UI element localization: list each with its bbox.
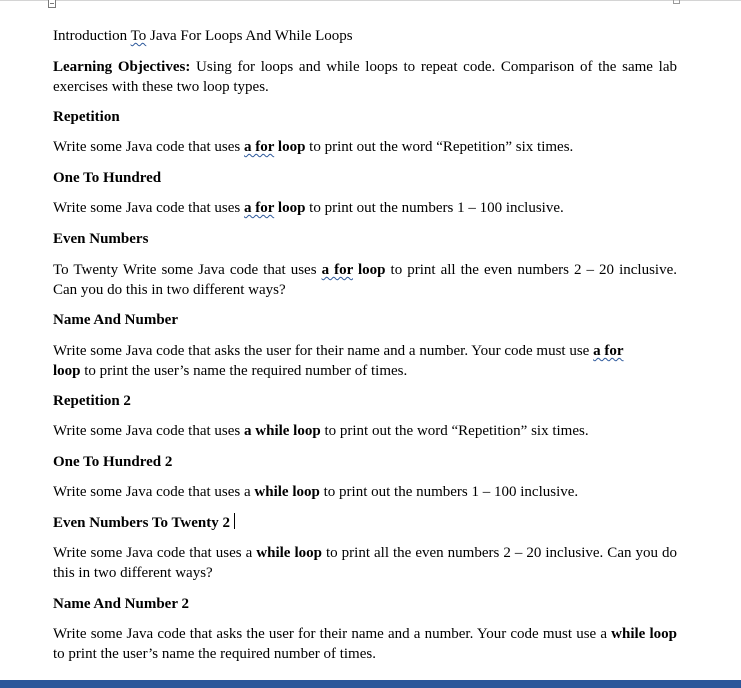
text-cursor xyxy=(234,513,235,529)
document-icon xyxy=(48,0,56,8)
grammar-flag[interactable]: a for xyxy=(244,200,275,216)
grammar-flag[interactable]: a for xyxy=(244,139,275,155)
section-heading: Name And Number 2 xyxy=(53,596,189,612)
scrollbar-handle[interactable] xyxy=(673,0,680,4)
section-heading: One To Hundred 2 xyxy=(53,454,173,470)
spell-check-flag[interactable]: To xyxy=(130,28,147,44)
section-body: Write some Java code that uses a while loop to print out the numbers 1 – 100 inclusive. xyxy=(53,484,579,500)
document-title: Introduction To Java For Loops And While Loops xyxy=(53,28,353,44)
objectives-text: Using for loops and while loops to repeat code. Comparison of the same lab exercises with these two loop types. xyxy=(53,59,677,95)
section-heading: One To Hundred xyxy=(53,170,162,186)
section-heading: Repetition 2 xyxy=(53,393,131,409)
section-heading: Repetition xyxy=(53,109,120,125)
section-body: To Twenty Write some Java code that uses a for loop to print all the even numbers 2 – 20 inclusive. Can you do this in two different ways? xyxy=(53,262,677,298)
section-body: Write some Java code that uses a for loop to print out the word “Repetition” six times. xyxy=(53,139,574,155)
status-bar xyxy=(0,680,741,688)
section-body: Write some Java code that uses a while loop to print all the even numbers 2 – 20 inclusive. Can you do this in two different ways? xyxy=(53,545,677,581)
section-heading[interactable]: Even Numbers To Twenty 2 xyxy=(53,513,677,533)
section-body: Write some Java code that uses a while loop to print out the word “Repetition” six times. xyxy=(53,423,589,439)
learning-objectives xyxy=(53,57,677,97)
section-heading: Name And Number xyxy=(53,312,179,328)
grammar-flag[interactable]: a for xyxy=(321,262,353,278)
section-heading: Even Numbers xyxy=(53,231,149,247)
section-body: Write some Java code that uses a for loop to print out the numbers 1 – 100 inclusive. xyxy=(53,200,564,216)
grammar-flag[interactable]: a for xyxy=(593,343,624,359)
window-top-edge xyxy=(0,0,741,1)
section-body: Write some Java code that asks the user for their name and a number. Your code must use a for loop to print the user’s name the required number of times. xyxy=(53,343,624,379)
objectives-label: Learning Objectives: xyxy=(53,59,191,75)
section-body: Write some Java code that asks the user for their name and a number. Your code must use a while loop to print the user’s name the required number of times. xyxy=(53,626,677,662)
